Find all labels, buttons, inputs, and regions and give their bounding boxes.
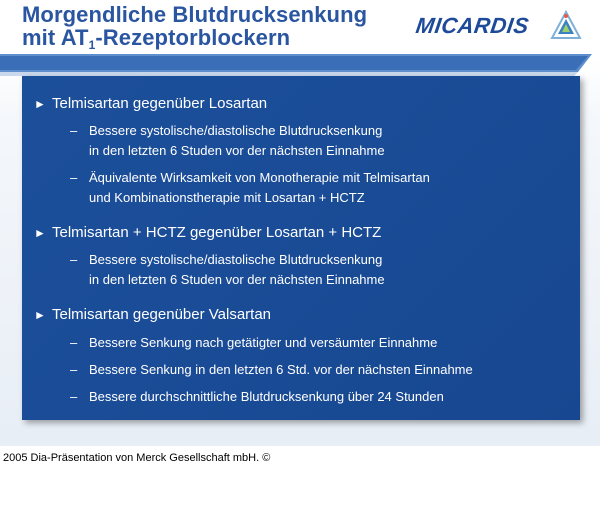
section-heading-2 [34, 224, 381, 242]
dash-icon: – [70, 362, 78, 377]
bullet-arrow-icon: ► [34, 308, 46, 322]
section-heading-text: Telmisartan + HCTZ gegenüber Losartan + HCTZ [52, 224, 382, 241]
item-line-1: Bessere durchschnittliche Blutdrucksenkung über 24 Stunden [89, 389, 444, 404]
bullet-arrow-icon: ► [34, 226, 46, 240]
footer-copyright: 2005 Dia-Präsentation von Merck Gesellschaft mbH. © [3, 452, 271, 464]
item-line-1: Äquivalente Wirksamkeit von Monotherapie mit Telmisartan [89, 170, 430, 185]
item-line-1: Bessere systolische/diastolische Blutdrucksenkung [89, 123, 383, 138]
list-item [70, 250, 385, 290]
dash-icon: – [70, 123, 78, 138]
title-line-1: Morgendliche Blutdrucksenkung [22, 2, 368, 27]
triangle-logo-icon [550, 10, 582, 42]
item-line-1: Bessere systolische/diastolische Blutdrucksenkung [89, 252, 383, 267]
list-item [70, 121, 385, 161]
item-line-2: in den letzten 6 Studen vor der nächsten Einnahme [89, 272, 385, 287]
item-line-2: und Kombinationstherapie mit Losartan + HCTZ [89, 190, 365, 205]
section-heading-text: Telmisartan gegenüber Losartan [52, 95, 268, 112]
item-line-1: Bessere Senkung nach getätigter und versäumter Einnahme [89, 335, 438, 350]
section-heading-1 [34, 95, 267, 113]
list-item [70, 360, 473, 380]
list-item [70, 168, 430, 208]
section-heading-text: Telmisartan gegenüber Valsartan [52, 306, 272, 323]
item-line-1: Bessere Senkung in den letzten 6 Std. vor der nächsten Einnahme [89, 362, 473, 377]
dash-icon: – [70, 252, 78, 267]
title-subscript: 1 [88, 38, 96, 52]
dash-icon: – [70, 335, 78, 350]
section-heading-3 [34, 306, 271, 324]
item-line-2: in den letzten 6 Studen vor der nächsten Einnahme [89, 143, 385, 158]
list-item [70, 333, 437, 353]
micardis-logo [416, 10, 586, 46]
dash-icon: – [70, 170, 78, 185]
list-item [70, 387, 444, 407]
title-line-2 [22, 25, 367, 52]
logo-text: MICARDIS [414, 13, 531, 38]
slide-title [22, 2, 368, 52]
title-line-2-prefix: mit AT [22, 25, 89, 50]
header-band [0, 54, 600, 76]
content-panel [22, 76, 580, 420]
dash-icon: – [70, 389, 78, 404]
bullet-arrow-icon: ► [34, 97, 46, 111]
title-line-2-suffix: -Rezeptorblockern [95, 25, 291, 50]
